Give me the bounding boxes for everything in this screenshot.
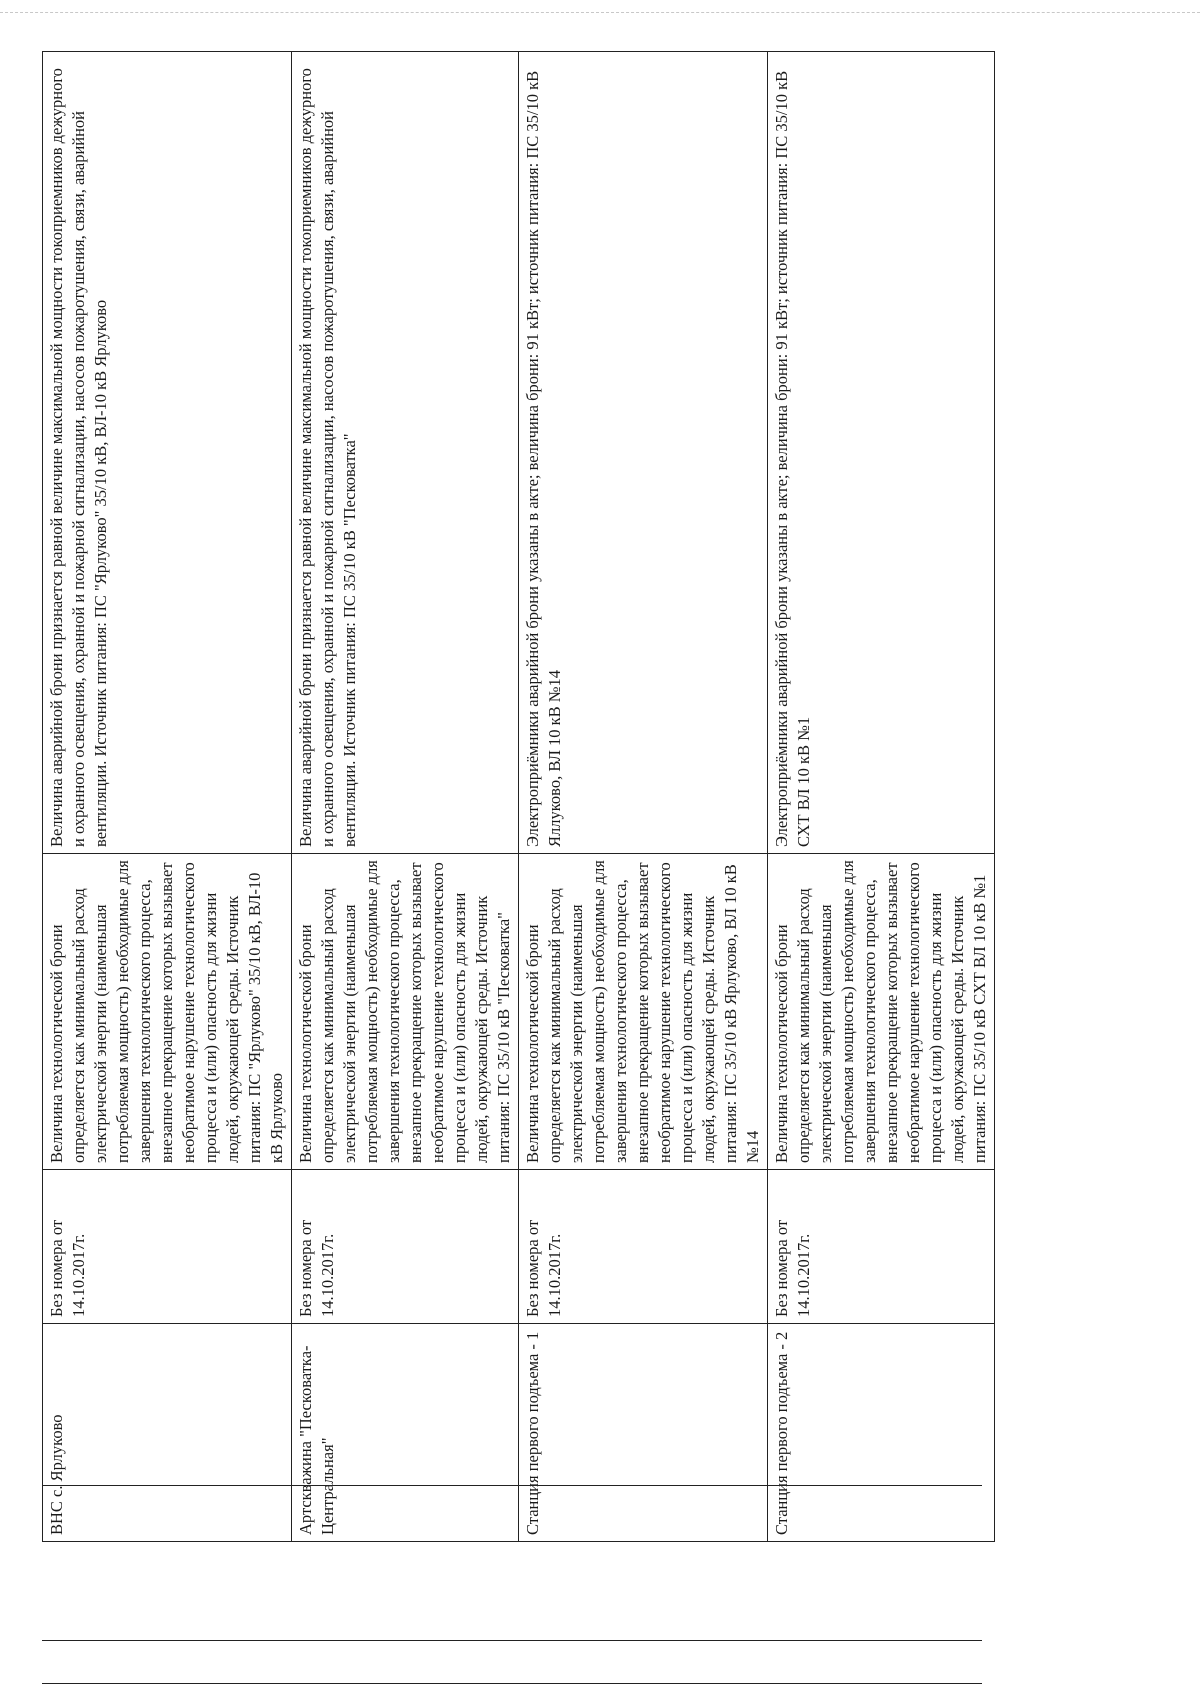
technological-reserve-cell: Величина технологической брони определяется как минимальный расход электрической энергии (наименьшая потребляемая мощность) необходимые для завершения технологического процесса, внезапное прекращение которых вызывает необратимое нарушение технологического процесса и (или) опасность для жизни людей, окружающей среды. Источник питания: ПС 35/10 кВ Ярлуково, ВЛ 10 кВ №14 [519,854,768,1170]
object-name-cell: Артскважина "Песковатка-Центральная" [292,1324,519,1542]
object-name-cell: ВНС с. Ярлуково [43,1324,292,1542]
emergency-reserve-cell: Электроприёмники аварийной брони указаны в акте; величина брони: 91 кВт; источник питания: ПС 35/10 кВ Яллуково, ВЛ 10 кВ №14 [519,52,768,854]
signature-line [42,1640,982,1641]
object-name-cell: Станция первого подъема - 2 [768,1324,995,1542]
object-name-cell: Станция первого подъема - 1 [519,1324,768,1542]
table-row [292,52,519,1542]
signature-line [42,1485,982,1486]
technological-reserve-cell: Величина технологической брони определяется как минимальный расход электрической энергии (наименьшая потребляемая мощность) необходимые для завершения технологического процесса, внезапное прекращение которых вызывает необратимое нарушение технологического процесса и (или) опасность для жизни людей, окружающей среды. Источник питания: ПС "Ярлуково" 35/10 кВ, ВЛ-10 кВ Ярлуково [43,854,292,1170]
technological-reserve-cell: Величина технологической брони определяется как минимальный расход электрической энергии (наименьшая потребляемая мощность) необходимые для завершения технологического процесса, внезапное прекращение которых вызывает необратимое нарушение технологического процесса и (или) опасность для жизни людей, окружающей среды. Источник питания: ПС 35/10 кВ "Песковатка" [292,854,519,1170]
act-document-cell: Без номера от 14.10.2017г. [292,1170,519,1324]
act-document-cell: Без номера от 14.10.2017г. [519,1170,768,1324]
table-row [43,52,292,1542]
rotated-table-container [42,52,989,1542]
scan-top-edge [0,12,1200,13]
table-row [519,52,768,1542]
emergency-reserve-cell: Величина аварийной брони признается равной величине максимальной мощности токоприемников дежурного и охранного освещения, охранной и пожарной сигнализации, насосов пожаротушения, связи, аварийной вентиляции. Источник питания: ПС 35/10 кВ "Песковатка" [292,52,519,854]
technological-reserve-cell: Величина технологической брони определяется как минимальный расход электрической энергии (наименьшая потребляемая мощность) необходимые для завершения технологического процесса, внезапное прекращение которых вызывает необратимое нарушение технологического процесса и (или) опасность для жизни людей, окружающей среды. Источник питания: ПС 35/10 кВ СХТ ВЛ 10 кВ №1 [768,854,995,1170]
act-document-cell: Без номера от 14.10.2017г. [43,1170,292,1324]
table-row [768,52,995,1542]
act-document-cell: Без номера от 14.10.2017г. [768,1170,995,1324]
emergency-reserve-cell: Электроприёмники аварийной брони указаны в акте; величина брони: 91 кВт; источник питания: ПС 35/10 кВ СХТ ВЛ 10 кВ №1 [768,52,995,854]
power-reserve-table [42,51,995,1542]
signature-line [42,1683,982,1684]
emergency-reserve-cell: Величина аварийной брони признается равной величине максимальной мощности токоприемников дежурного и охранного освещения, охранной и пожарной сигнализации, насосов пожаротушения, связи, аварийной вентиляции. Источник питания: ПС "Ярлуково" 35/10 кВ, ВЛ-10 кВ Ярлуково [43,52,292,854]
